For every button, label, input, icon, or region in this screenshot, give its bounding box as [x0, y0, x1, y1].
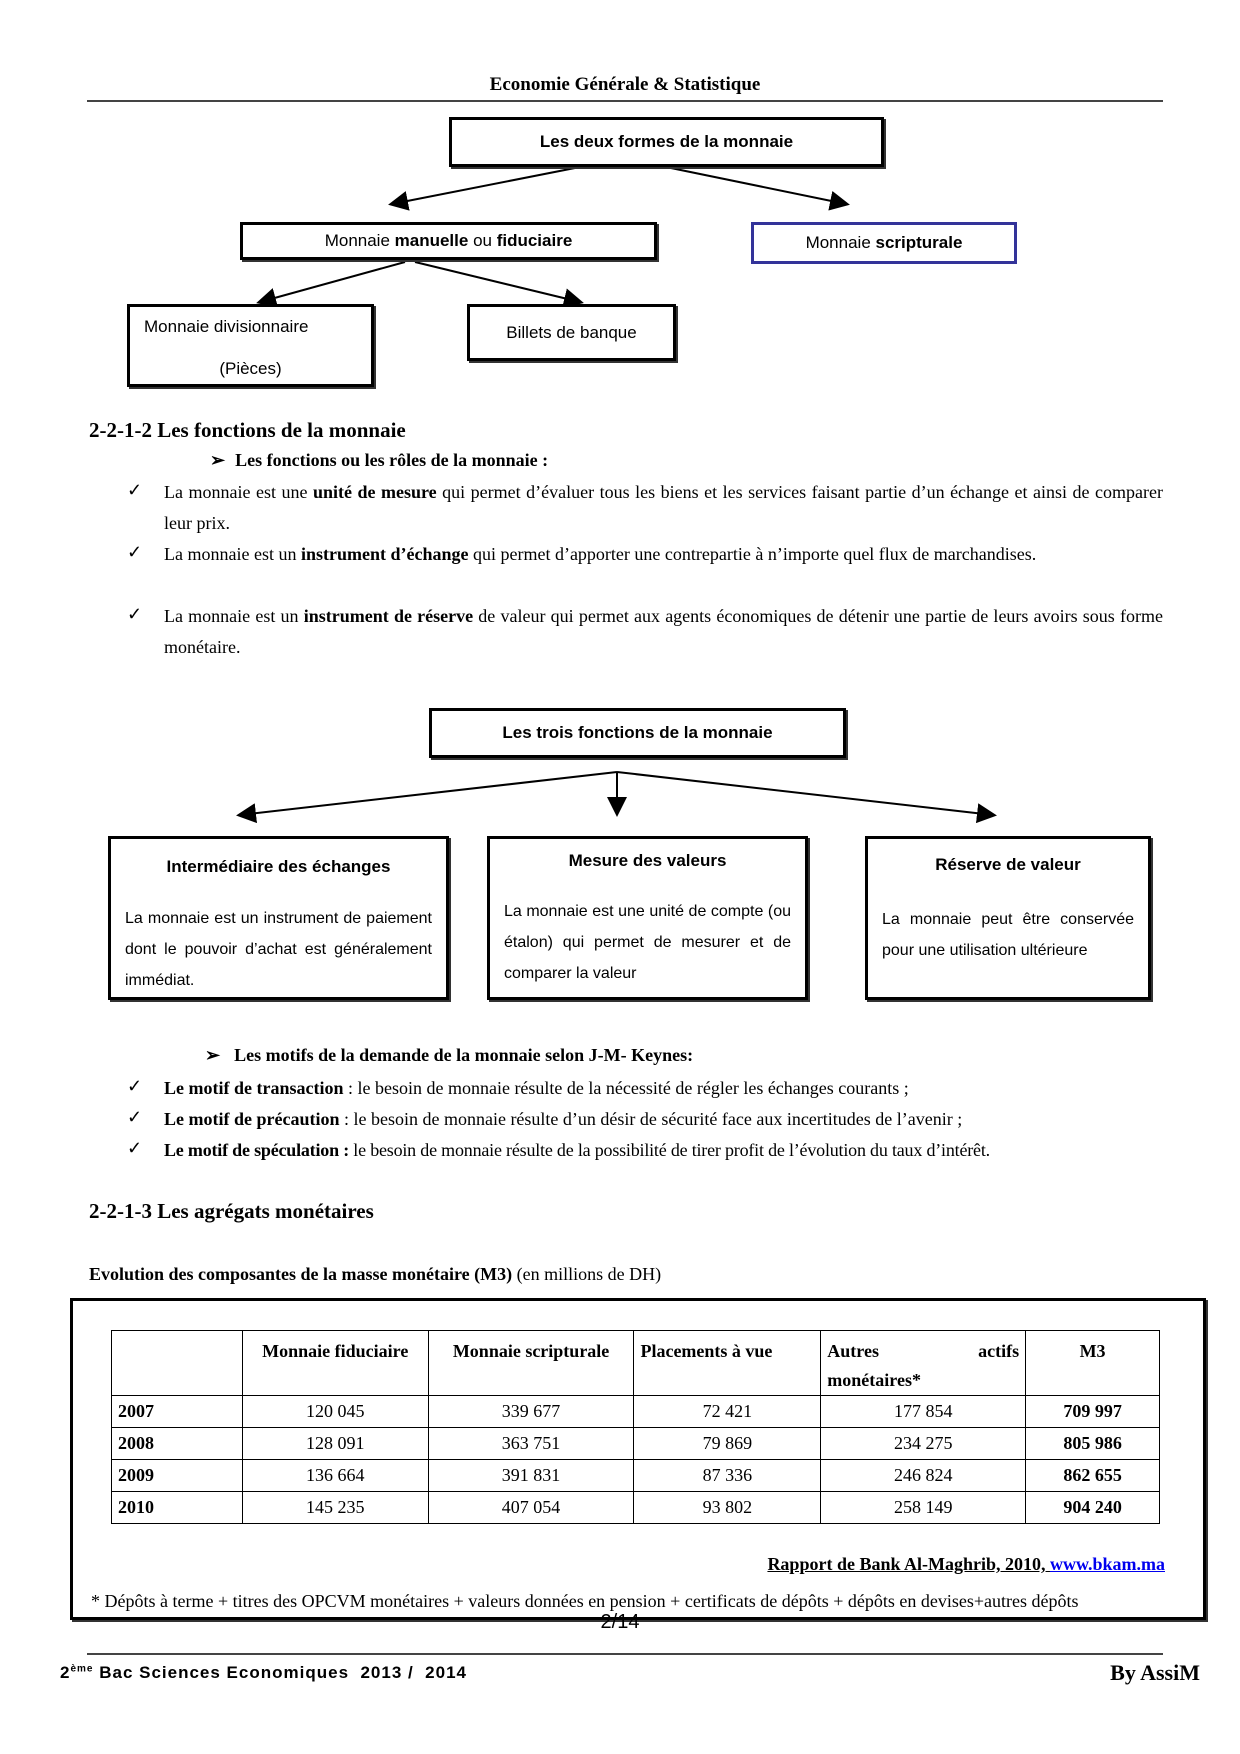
arrow-to-divisionnaire — [260, 262, 405, 302]
section-heading-aggregates: 2-2-1-3 Les agrégats monétaires — [89, 1199, 374, 1223]
scriptural-money-label: Monnaie scripturale — [805, 233, 963, 252]
value-cell: 234 275 — [821, 1428, 1026, 1460]
function-box-title: Mesure des valeurs — [568, 851, 727, 870]
function-item-1: La monnaie est une unité de mesure qui permet d’évaluer tous les biens et les services faisant partie d’un échange et ainsi de comparer leur prix. — [164, 482, 1163, 533]
table-row — [112, 1492, 1160, 1524]
footer-author: By AssiM — [1110, 1660, 1200, 1685]
value-cell: 79 869 — [634, 1428, 821, 1460]
arrow-to-billets — [415, 262, 580, 302]
check-icon: ✓ — [127, 1076, 143, 1096]
table-header-row — [112, 1331, 1160, 1396]
keynes-subheading: ➢ Les motifs de la demande de la monnaie selon J-M- Keynes: — [205, 1045, 694, 1065]
check-icon: ✓ — [127, 1138, 143, 1158]
value-cell: 339 677 — [428, 1396, 634, 1428]
header-cell: Monnaie scripturale — [428, 1331, 634, 1396]
page-header-title: Economie Générale & Statistique — [489, 74, 761, 95]
year-cell: 2007 — [112, 1396, 243, 1428]
header-cell-empty — [112, 1331, 243, 1396]
year-cell: 2010 — [112, 1492, 243, 1524]
billets-label: Billets de banque — [506, 322, 637, 342]
functions-diagram-arrows — [0, 760, 1240, 840]
check-icon: ✓ — [127, 542, 143, 562]
arrow-to-reserve — [617, 772, 993, 815]
divisionnaire-box — [127, 304, 374, 387]
function-box-title: Intermédiaire des échanges — [166, 857, 391, 876]
manual-money-label: Monnaie manuelle ou fiduciaire — [324, 231, 573, 250]
arrow-to-intermediaire — [240, 772, 617, 815]
arrow-to-manual — [392, 167, 580, 204]
manual-money-box — [240, 222, 657, 260]
scriptural-money-box — [751, 222, 1017, 264]
header-cell: Monnaie fiduciaire — [242, 1331, 428, 1396]
check-icon: ✓ — [127, 480, 143, 500]
table-row — [112, 1396, 1160, 1428]
arrow-bullet-icon: ➢ — [205, 1045, 221, 1065]
table-frame — [70, 1298, 1206, 1620]
section-heading-functions: 2-2-1-2 Les fonctions de la monnaie — [89, 418, 406, 442]
function-box-title: Réserve de valeur — [935, 855, 1081, 874]
total-cell: 904 240 — [1026, 1492, 1160, 1524]
value-cell: 363 751 — [428, 1428, 634, 1460]
value-cell: 246 824 — [821, 1460, 1026, 1492]
header-cell-autres: Autres actifs monétaires* — [821, 1331, 1026, 1396]
function-item-3: La monnaie est un instrument de réserve de valeur qui permet aux agents économiques de détenir une partie de leurs avoirs sous forme monétaire. — [164, 606, 1163, 657]
pieces-label: (Pièces) — [219, 359, 282, 378]
value-cell: 391 831 — [428, 1460, 634, 1492]
forms-root-label: Les deux formes de la monnaie — [539, 132, 794, 151]
arrow-bullet-icon: ➢ — [210, 450, 226, 470]
year-cell: 2009 — [112, 1460, 243, 1492]
keynes-item-3: Le motif de spéculation : le besoin de monnaie résulte de la possibilité de tirer profit de l’évolution du taux d’intérêt. — [164, 1140, 990, 1160]
function-box-intermediaire — [108, 836, 449, 1000]
value-cell: 407 054 — [428, 1492, 634, 1524]
billets-box — [467, 304, 676, 361]
header-cell: Placements à vue — [634, 1331, 821, 1396]
check-icon: ✓ — [127, 1107, 143, 1127]
value-cell: 128 091 — [242, 1428, 428, 1460]
function-box-reserve — [865, 836, 1151, 1000]
year-cell: 2008 — [112, 1428, 243, 1460]
total-cell: 862 655 — [1026, 1460, 1160, 1492]
table-row — [112, 1428, 1160, 1460]
table-caption: Evolution des composantes de la masse monétaire (M3) (en millions de DH) — [89, 1264, 662, 1284]
table-source: Rapport de Bank Al-Maghrib, 2010, www.bkam.ma — [767, 1554, 1165, 1574]
value-cell: 136 664 — [242, 1460, 428, 1492]
page-number: 2/14 — [600, 1611, 640, 1633]
function-box-text: La monnaie peut être conservée pour une utilisation ultérieure — [882, 911, 1134, 959]
keynes-item-2: Le motif de précaution : le besoin de monnaie résulte d’un désir de sécurité face aux incertitudes de l’avenir ; — [164, 1109, 963, 1129]
value-cell: 177 854 — [821, 1396, 1026, 1428]
value-cell: 120 045 — [242, 1396, 428, 1428]
footer-rule — [87, 1653, 1163, 1655]
functions-root-label: Les trois fonctions de la monnaie — [502, 723, 773, 742]
function-box-text: La monnaie est une unité de compte (ou étalon) qui permet de mesurer et de comparer la valeur — [504, 903, 791, 982]
value-cell: 145 235 — [242, 1492, 428, 1524]
function-item-2: La monnaie est un instrument d’échange qui permet d’apporter une contrepartie à n’importe quel flux de marchandises. — [164, 544, 1037, 564]
m3-table — [111, 1330, 1160, 1524]
value-cell: 93 802 — [634, 1492, 821, 1524]
check-icon: ✓ — [127, 604, 143, 624]
total-cell: 805 986 — [1026, 1428, 1160, 1460]
arrow-to-scriptural — [666, 167, 846, 204]
function-box-mesure — [487, 836, 808, 1000]
source-link[interactable]: www.bkam.ma — [1049, 1554, 1165, 1574]
header-cell: M3 — [1026, 1331, 1160, 1396]
value-cell: 72 421 — [634, 1396, 821, 1428]
forms-root-box — [449, 117, 884, 167]
table-row — [112, 1460, 1160, 1492]
footer-level: 2ème Bac Sciences Economiques 2013 / 2014 — [60, 1663, 467, 1682]
value-cell: 258 149 — [821, 1492, 1026, 1524]
value-cell: 87 336 — [634, 1460, 821, 1492]
function-box-text: La monnaie est un instrument de paiement dont le pouvoir d’achat est généralement immédiat. — [125, 910, 432, 989]
table-footnote: * Dépôts à terme + titres des OPCVM monétaires + valeurs données en pension + certificats de dépôts + dépôts en devises+autres dépôts — [91, 1591, 1079, 1611]
functions-subheading: ➢ Les fonctions ou les rôles de la monnaie : — [210, 450, 549, 470]
divisionnaire-label: Monnaie divisionnaire — [144, 317, 309, 336]
keynes-item-1: Le motif de transaction : le besoin de monnaie résulte de la nécessité de régler les échanges courants ; — [164, 1078, 909, 1098]
functions-root-box — [429, 708, 846, 758]
total-cell: 709 997 — [1026, 1396, 1160, 1428]
